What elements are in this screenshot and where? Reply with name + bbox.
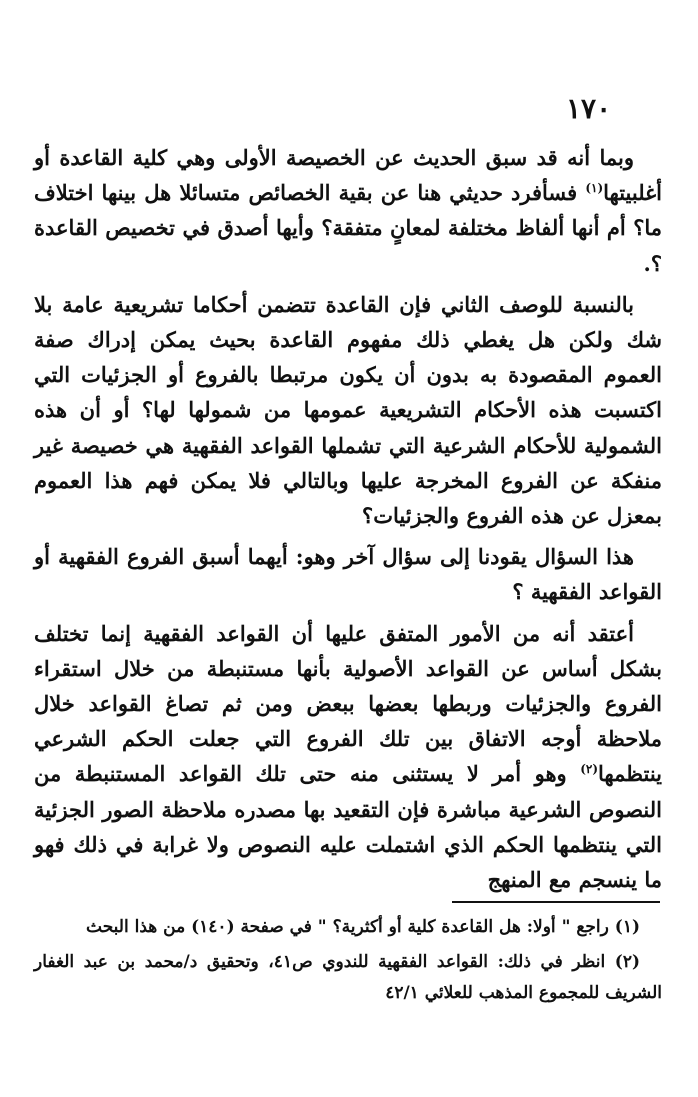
- paragraph-1-part-1: وبما أنه قد سبق الحديث عن الخصيصة الأولى وهي كلية القاعدة أو أغلبيتها: [34, 145, 662, 206]
- paragraph-1: [34, 140, 662, 281]
- body-text: [34, 140, 662, 903]
- footnote-divider: [452, 901, 660, 903]
- footnote-ref-2: (٢): [580, 762, 599, 777]
- page-number: ١٧٠: [566, 92, 612, 125]
- footnote-2: (٢) انظر في ذلك: القواعد الفقهية للندوي ص٤١، وتحقيق د/محمد بن عبد الغفار الشريف للمجموع المذهب للعلائي ٤٢/١: [34, 952, 662, 1003]
- paragraph-3: هذا السؤال يقودنا إلى سؤال آخر وهو: أيهما أسبق الفروع الفقهية أو القواعد الفقهية ؟: [34, 544, 662, 605]
- footnote-1: (١) راجع " أولا: هل القاعدة كلية أو أكثرية؟ " في صفحة (١٤٠) من هذا البحث: [86, 917, 640, 937]
- paragraph-4-part-2: وهو أمر لا يستثنى منه حتى تلك القواعد المستنبطة من النصوص الشرعية مباشرة فإن التقعيد بها مصدره ملاحظة الصور الجزئية التي ينتظمها الحكم الذي اشتملت عليه النصوص ولا غرابة في ذلك فهو ما ينسجم مع المنهج: [34, 761, 662, 893]
- paragraph-4: [34, 616, 662, 898]
- footnotes: [34, 912, 662, 1013]
- paragraph-4-part-1: أعتقد أنه من الأمور المتفق عليها أن القواعد الفقهية إنما تختلف بشكل أساس عن القواعد الأصولية بأنها مستنبطة من خلال استقراء الفروع والجزئيات وربطها بعضها ببعض ومن ثم تصاغ القواعد خلال ملاحظة أوجه الاتفاق بين تلك الفروع التي جعلت الحكم الشرعي ينتظمها: [34, 620, 662, 787]
- paragraph-1-part-2: فسأفرد حديثي هنا عن بقية الخصائص متسائلا هل بينها اختلاف ما؟ أم أنها ألفاظ مختلفة لمعانٍ متفقة؟ وأيها أصدق في تخصيص القاعدة ؟.: [34, 180, 662, 276]
- footnote-ref-1: (١): [585, 181, 604, 196]
- paragraph-2: بالنسبة للوصف الثاني فإن القاعدة تتضمن أحكاما تشريعية عامة بلا شك ولكن هل يغطي ذلك مفهوم القاعدة بحيث يمكن إدراك صفة العموم المقصودة به بدون أن يكون مرتبطا بالفروع أو الجزئيات التي اكتسبت هذه الأحكام التشريعية عمومها من شمولها لها؟ أو أن هذه الشمولية للأحكام الشرعية التي تشملها القواعد الفقهية هي خصيصة غير منفكة عن الفروع المخرجة عليها وبالتالي فلا يمكن فهم هذا العموم بمعزل عن هذه الفروع والجزئيات؟: [34, 291, 662, 529]
